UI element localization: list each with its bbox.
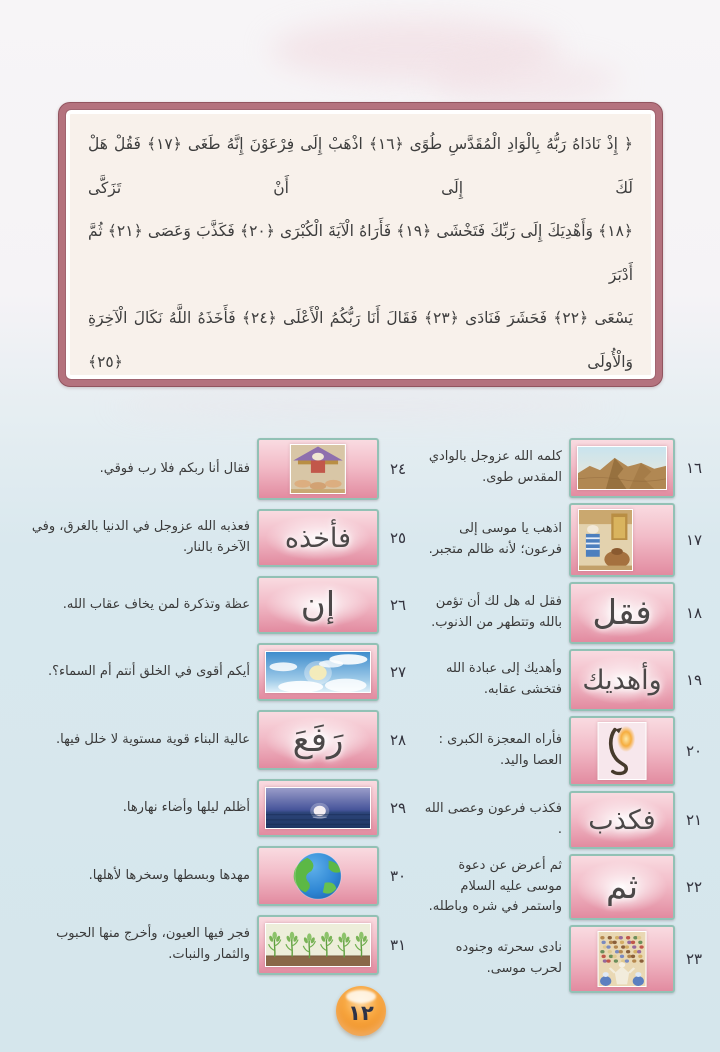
verse-row xyxy=(418,925,706,993)
verse-row xyxy=(18,915,410,975)
verse-number: ٢٣ xyxy=(685,950,703,968)
verse-number: ٣١ xyxy=(389,936,407,954)
moses-before-pharaoh-illustration xyxy=(578,509,633,571)
verse-explanation: عالية البناء قوية مستوية لا خلل فيها. xyxy=(56,731,250,747)
quran-verse-line: ﴿ إِذْ نَادَاهُ رَبُّهُ بِالْوَادِ الْمُقَدَّسِ طُوًى ﴿١٦﴾ اذْهَبْ إِلَى فِرْعَوْنَ إِنَّهُ طَغَى ﴿١٧﴾ فَقُلْ هَلْ لَكَ إِلَى أَنْ تَزَكَّى xyxy=(88,135,633,197)
verse-illustration-box xyxy=(257,779,379,837)
verse-illustration-box xyxy=(257,643,379,701)
verse-number: ١٨ xyxy=(685,604,703,622)
verse-row xyxy=(418,854,706,920)
verse-explanation: فأراه المعجزة الكبرى : العصا واليد. xyxy=(438,732,562,768)
verse-key-word: فكذب xyxy=(571,793,673,847)
quran-verses-frame xyxy=(58,102,663,387)
verse-explanation: أظلم ليلها وأضاء نهارها. xyxy=(122,799,250,815)
verse-row xyxy=(418,716,706,786)
verse-explanation: ثم أعرض عن دعوة موسى عليه السلام واستمر في شره وباطله. xyxy=(428,858,562,915)
verse-row xyxy=(418,791,706,849)
verse-row xyxy=(418,582,706,644)
verse-row xyxy=(18,643,410,701)
verse-number: ١٦ xyxy=(685,459,703,477)
verse-key-word: ثم xyxy=(571,856,673,918)
verse-row xyxy=(18,509,410,567)
verse-explanation: كلمه الله عزوجل بالوادي المقدس طوى. xyxy=(428,449,562,485)
page-bleed-through-ghost xyxy=(430,58,620,104)
verse-number: ٢٢ xyxy=(685,878,703,896)
verse-word-box xyxy=(257,710,379,770)
valley-of-tuwa-illustration xyxy=(577,446,667,490)
verses-24-31-column xyxy=(18,438,410,998)
verse-row xyxy=(418,649,706,711)
verse-illustration-box xyxy=(257,846,379,906)
verse-number: ٢٠ xyxy=(685,742,703,760)
verse-key-word: فقل xyxy=(571,584,673,642)
verse-illustration-box xyxy=(569,716,675,786)
verse-explanation: عظة وتذكرة لمن يخاف عقاب الله. xyxy=(62,596,250,612)
night-sea-moon-illustration xyxy=(265,787,371,829)
verse-number: ١٧ xyxy=(685,531,703,549)
verse-row xyxy=(18,576,410,634)
verse-word-box xyxy=(569,791,675,849)
verse-number: ٢٨ xyxy=(389,731,407,749)
verse-key-word: وأهديك xyxy=(571,651,673,709)
green-plants-illustration xyxy=(265,923,371,967)
quran-verse-line: يَسْعَى ﴿٢٢﴾ فَحَشَرَ فَنَادَى ﴿٢٣﴾ فَقَالَ أَنَا رَبُّكُمُ الْأَعْلَى ﴿٢٤﴾ فَأَخَذَهُ اللَّهُ نَكَالَ الْآخِرَةِ وَالْأُولَى ﴿٢٥﴾ xyxy=(88,309,633,371)
verse-number: ٢٦ xyxy=(389,596,407,614)
quran-verse-line: ﴿١٨﴾ وَأَهْدِيَكَ إِلَى رَبِّكَ فَتَخْشَى ﴿١٩﴾ فَأَرَاهُ الْآيَةَ الْكُبْرَى ﴿٢٠﴾ فَكَذَّبَ وَعَصَى ﴿٢١﴾ ثُمَّ أَدْبَرَ xyxy=(88,222,633,284)
verse-row xyxy=(18,846,410,906)
verse-illustration-box xyxy=(569,503,675,577)
verse-key-word: فأخذه xyxy=(259,511,377,565)
page-number: ١٢ xyxy=(348,1001,374,1025)
verse-number: ٢٩ xyxy=(389,799,407,817)
verse-explanation: وأهديك إلى عبادة الله فتخشى عقابه. xyxy=(445,661,562,697)
sorcerers-crowd-illustration xyxy=(598,931,647,987)
verse-explanations-table xyxy=(0,438,720,998)
page-bleed-through-ghost xyxy=(110,392,610,420)
verse-illustration-box xyxy=(569,925,675,993)
verse-number: ٣٠ xyxy=(389,867,407,885)
verse-row xyxy=(18,710,410,770)
verse-number: ٢١ xyxy=(685,811,703,829)
page-number-badge xyxy=(336,986,386,1036)
sky-clouds-sun-illustration xyxy=(265,651,371,693)
verse-explanation: مهدها وبسطها وسخرها لأهلها. xyxy=(88,867,250,883)
verse-row xyxy=(18,438,410,500)
verse-explanation: فكذب فرعون وعصى الله . xyxy=(424,801,562,837)
verse-word-box xyxy=(569,649,675,711)
verse-row xyxy=(418,503,706,577)
verse-key-word: إن xyxy=(259,578,377,632)
quran-verses-text xyxy=(65,109,656,380)
verse-key-word: رَفَعَ xyxy=(259,712,377,768)
earth-globe-illustration xyxy=(261,850,375,902)
verse-row xyxy=(418,438,706,498)
verse-row xyxy=(18,779,410,837)
verse-explanation: فجر فيها العيون، وأخرج منها الحبوب والثمار والنبات. xyxy=(56,926,250,962)
pharaoh-proclaims-illustration xyxy=(290,444,346,494)
verse-illustration-box xyxy=(257,438,379,500)
verse-number: ٢٧ xyxy=(389,663,407,681)
verse-explanation: اذهب يا موسى إلى فرعون؛ لأنه ظالم متجبر. xyxy=(428,521,562,557)
verse-explanation: نادى سحرته وجنوده لحرب موسى. xyxy=(455,940,562,976)
verse-word-box xyxy=(257,509,379,567)
staff-serpent-miracle-illustration xyxy=(598,722,647,780)
verse-explanation: أيكم أقوى في الخلق أنتم أم السماء؟. xyxy=(48,663,250,679)
verse-word-box xyxy=(569,582,675,644)
verse-word-box xyxy=(257,576,379,634)
verse-number: ٢٤ xyxy=(389,460,407,478)
verse-number: ١٩ xyxy=(685,671,703,689)
verses-16-23-column xyxy=(418,438,706,998)
verse-illustration-box xyxy=(257,915,379,975)
verse-word-box xyxy=(569,854,675,920)
verse-explanation: فقل له هل لك أن تؤمن بالله وتتطهر من الذنوب. xyxy=(431,594,562,630)
verse-illustration-box xyxy=(569,438,675,498)
verse-number: ٢٥ xyxy=(389,529,407,547)
verse-explanation: فقال أنا ربكم فلا رب فوقي. xyxy=(99,460,250,476)
verse-explanation: فعذبه الله عزوجل في الدنيا بالغرق، وفي الآخرة بالنار. xyxy=(31,519,250,555)
